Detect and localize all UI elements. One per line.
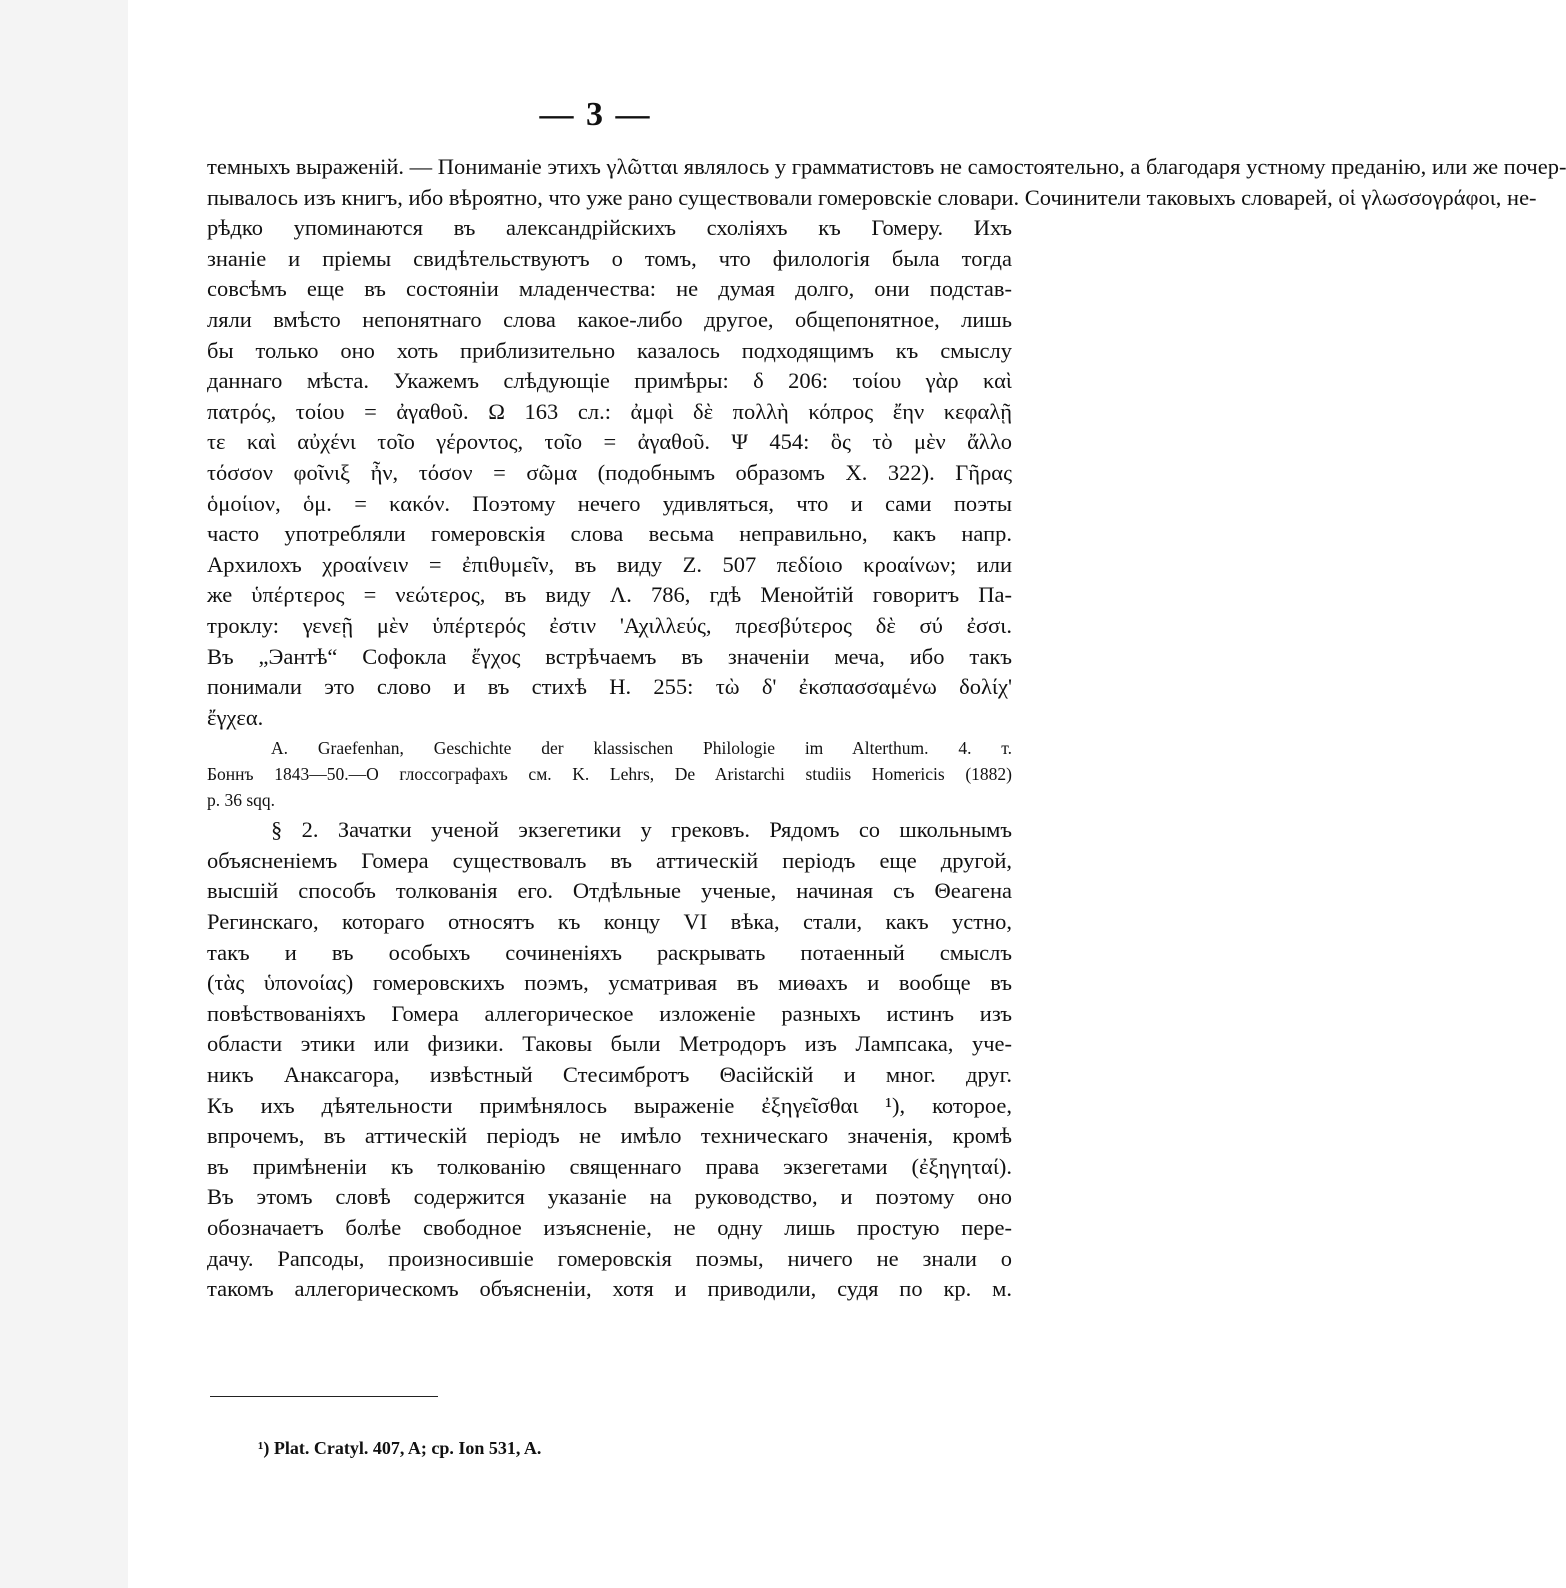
text-line: ἔγχεα. xyxy=(207,704,264,730)
text-line: никъ Анаксагора, извѣстный Стесимбротъ Θасійскій и мног. друг. xyxy=(207,1062,1012,1088)
text-line: такъ и въ особыхъ сочиненіяхъ раскрывать потаенный смыслъ xyxy=(207,939,1012,965)
text-line: совсѣмъ еще въ состояніи младенчества: не думая долго, они подстав- xyxy=(207,276,1012,302)
bibliography-note xyxy=(207,735,1012,813)
text-line: такомъ аллегорическомъ объясненіи, хотя и приводили, судя по кр. м. xyxy=(207,1276,1012,1302)
text-line: обозначаетъ болѣе свободное изъясненіе, не одну лишь простую пере- xyxy=(207,1215,1012,1240)
text-line: рѣдко упоминаются въ александрійскихъ схоліяхъ къ Гомеру. Ихъ xyxy=(207,215,1012,241)
text-line: повѣствованіяхъ Гомера аллегорическое изложеніе разныхъ истинъ изъ xyxy=(207,1000,1012,1026)
text-line: часто употребляли гомеровскія слова весьма неправильно, какъ напр. xyxy=(207,521,1012,547)
text-line: пывалось изъ книгъ, ибо вѣроятно, что уже рано существовали гомеровскіе словари. Сочинители таковыхъ словарей, οἱ γλωσσογράφοι, не- xyxy=(207,184,1537,210)
text-line: объясненіемъ Гомера существовалъ въ аттическій періодъ еще другой, xyxy=(207,847,1012,873)
text-line: Регинскаго, котораго относятъ къ концу VI вѣка, стали, какъ устно, xyxy=(207,909,1012,935)
text-line: τε καὶ αὐχένι τοῖο γέροντος, τοῖο = ἀγαθοῦ. Ψ 454: ὃς τὸ μὲν ἄλλο xyxy=(207,429,1012,455)
text-line: знаніе и пріемы свидѣтельствуютъ о томъ, что филологія была тогда xyxy=(207,245,1012,271)
note-line: Боннъ 1843—50.—О глоссографахъ см. K. Lehrs, De Aristarchi studiis Homericis (1882) xyxy=(207,764,1012,785)
text-line: Въ этомъ словѣ содержится указаніе на руководство, и поэтому оно xyxy=(207,1184,1012,1210)
main-text xyxy=(207,152,1566,1305)
text-line: троклу: γενεῇ μὲν ὑπέρτερός ἐστιν 'Αχιλλεύς, πρεσβύτερος δὲ σύ ἐσσι. xyxy=(207,612,1012,638)
text-line: дачу. Рапсоды, произносившіе гомеровскія поэмы, ничего не знали о xyxy=(207,1245,1012,1271)
text-line: темныхъ выраженій. — Пониманіе этихъ γλῶτται являлось у грамматистовъ не самостоятельно, а благодаря устному преданію, или же почер- xyxy=(207,154,1566,179)
text-line: Къ ихъ дѣятельности примѣнялось выраженіе ἐξηγεῖσθαι ¹), которое, xyxy=(207,1092,1012,1118)
note-line: p. 36 sqq. xyxy=(207,790,276,811)
text-line: впрочемъ, въ аттическій періодъ не имѣло техническаго значенія, кромѣ xyxy=(207,1123,1012,1149)
text-line: ὁμοίιον, ὁμ. = κακόν. Поэтому нечего удивляться, что и сами поэты xyxy=(207,490,1012,516)
text-line: Въ „Эантѣ“ Софокла ἔγχος встрѣчаемъ въ значеніи меча, ибо такъ xyxy=(207,643,1012,669)
note-line: A. Graefenhan, Geschichte der klassischen Philologie im Alterthum. 4. т. xyxy=(271,738,1012,759)
text-line: τόσσον φοῖνιξ ἦν, τόσον = σῶμα (подобнымъ образомъ Χ. 322). Γῆρας xyxy=(207,459,1012,485)
text-line: πατρός, τοίου = ἀγαθοῦ. Ω 163 сл.: ἀμφὶ δὲ πολλὴ κόπρος ἔην κεφαλῇ xyxy=(207,398,1012,424)
text-line: (τὰς ὑπονοίας) гомеровскихъ поэмъ, усматривая въ миѳахъ и вообще въ xyxy=(207,970,1012,996)
text-line: бы только оно хоть приблизительно казалось подходящимъ къ смыслу xyxy=(207,337,1012,363)
footnote-divider xyxy=(210,1396,438,1397)
text-line: даннаго мѣста. Укажемъ слѣдующіе примѣры: δ 206: τοίου γὰρ καὶ xyxy=(207,368,1012,394)
page-number: — 3 — xyxy=(539,96,652,133)
text-line: же ὑπέρτερος = νεώτερος, въ виду Λ. 786, гдѣ Менойтій говоритъ Па- xyxy=(207,582,1012,608)
footnote: ¹) Plat. Cratyl. 407, A; cp. Ion 531, A. xyxy=(258,1438,542,1458)
scan-margin xyxy=(0,0,128,1588)
section-heading-line: § 2. Зачатки ученой экзегетики у грековъ. Рядомъ со школьнымъ xyxy=(271,817,1012,843)
text-line: Архилохъ χροαίνειν = ἐπιθυμεῖν, въ виду Ζ. 507 πεδίοιο κροαίνων; или xyxy=(207,551,1012,577)
text-line: въ примѣненіи къ толкованію священнаго права экзегетами (ἐξηγηταί). xyxy=(207,1153,1012,1179)
text-line: высшій способъ толкованія его. Отдѣльные ученые, начиная съ Θеагена xyxy=(207,878,1012,904)
text-line: понимали это слово и въ стихѣ Η. 255: τὼ δ' ἐκσπασσαμένω δολίχ' xyxy=(207,674,1012,700)
text-line: ляли вмѣсто непонятнаго слова какое-либо другое, общепонятное, лишь xyxy=(207,306,1012,332)
text-line: области этики или физики. Таковы были Метродоръ изъ Лампсака, уче- xyxy=(207,1031,1012,1057)
